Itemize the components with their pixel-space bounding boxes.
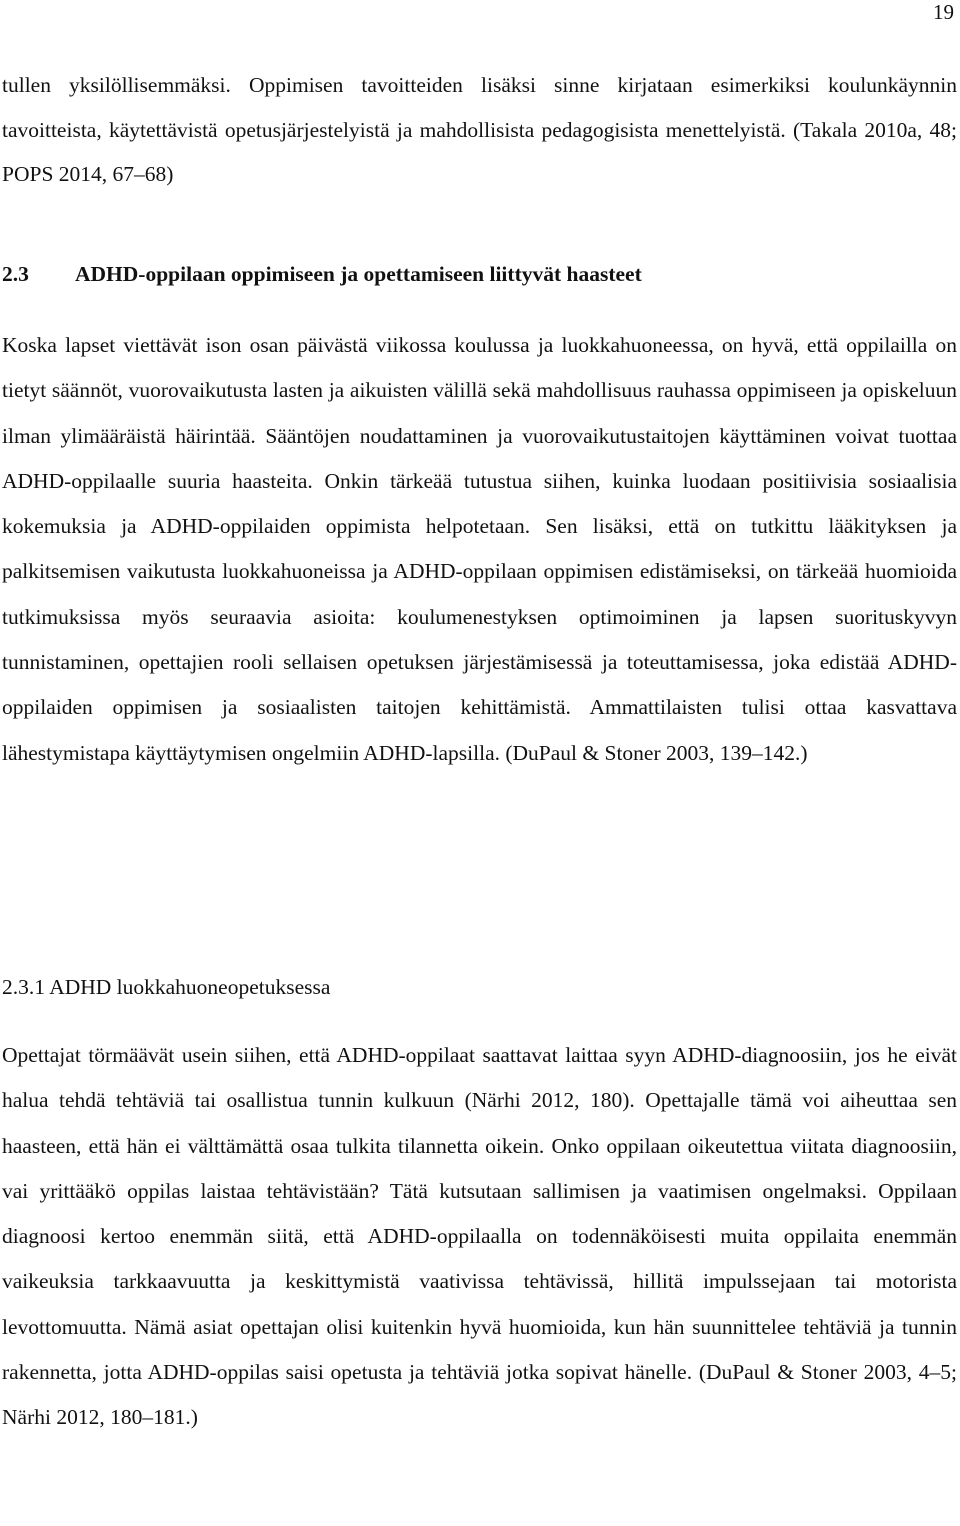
page-number: 19 — [933, 0, 954, 24]
intro-paragraph: tullen yksilöllisemmäksi. Oppimisen tavoitteiden lisäksi sinne kirjataan esimerkiksi koulunkäynnin tavoitteista, käytettävistä opetusjärjestelyistä ja mahdollisista pedagogisista menettelyistä. (Takala 2010a, 48; POPS 2014, 67–68) — [2, 73, 957, 186]
section-number: 2.3 — [2, 262, 29, 286]
section-paragraph: Koska lapset viettävät ison osan päivästä viikossa koulussa ja luokkahuoneessa, on hyvä, että oppilailla on tietyt säännöt, vuorovaikutusta lasten ja aikuisten välillä sekä mahdollisuus rauhassa oppimiseen ja opiskeluun ilman ylimääräistä häirintää. Sääntöjen noudattaminen ja vuorovaikutustaitojen käyttäminen voivat tuottaa ADHD-oppilaalle suuria haasteita. Onkin tärkeää tutustua siihen, kuinka luodaan positiivisia sosiaalisia kokemuksia ja ADHD-oppilaiden oppimista helpotetaan. Sen lisäksi, että on tutkittu lääkityksen ja palkitsemisen vaikutusta luokkahuoneissa ja ADHD-oppilaan oppimisen edistämiseksi, on tärkeää huomioida tutkimuksissa myös seuraavia asioita: koulumenestyksen optimoiminen ja lapsen suorituskyvyn tunnistaminen, opettajien rooli sellaisen opetuksen järjestämisessä ja toteuttamisessa, joka edistää ADHD-oppilaiden oppimisen ja sosiaalisten taitojen kehittämistä. Ammattilaisten tulisi ottaa kasvattava lähestymistapa käyttäytymisen ongelmiin ADHD-lapsilla. (DuPaul & Stoner 2003, 139–142.) — [2, 333, 957, 765]
section-title: ADHD-oppilaan oppimiseen ja opettamiseen liittyvät haasteet — [75, 262, 642, 286]
section-heading — [2, 260, 642, 288]
subsection-heading: 2.3.1 ADHD luokkahuoneopetuksessa — [2, 975, 331, 999]
subsection-paragraph: Opettajat törmäävät usein siihen, että ADHD-oppilaat saattavat laittaa syyn ADHD-diagnoosiin, jos he eivät halua tehdä tehtäviä tai osallistua tunnin kulkuun (Närhi 2012, 180). Opettajalle tämä voi aiheuttaa sen haasteen, että hän ei välttämättä osaa tulkita tilannetta oikein. Onko oppilaan oikeutettua viitata diagnoosiin, vai yrittääkö oppilas laistaa tehtävistään? Tätä kutsutaan sallimisen ja vaatimisen ongelmaksi. Oppilaan diagnoosi kertoo enemmän siitä, että ADHD-oppilaalla on todennäköisesti muita oppilaita enemmän vaikeuksia tarkkaavuutta ja keskittymistä vaativissa tehtävissä, hillitä impulssejaan tai motorista levottomuutta. Nämä asiat opettajan olisi kuitenkin hyvä huomioida, kun hän suunnittelee tehtäviä ja tunnin rakennetta, jotta ADHD-oppilas saisi opetusta ja tehtäviä jotka sopivat hänelle. (DuPaul & Stoner 2003, 4–5; Närhi 2012, 180–181.) — [2, 1043, 957, 1430]
